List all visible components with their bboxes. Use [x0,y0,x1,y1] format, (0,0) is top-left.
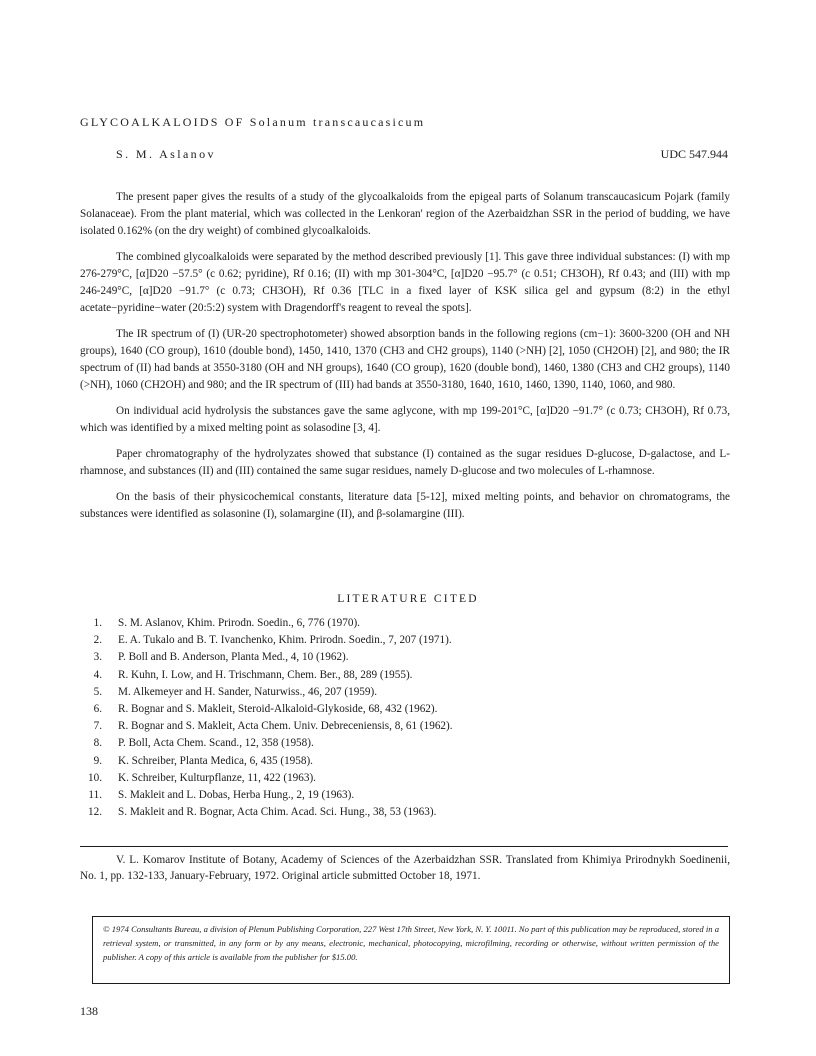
footer-divider [80,846,728,847]
reference-text: S. M. Aslanov, Khim. Prirodn. Soedin., 6, 776 (1970). [118,617,360,629]
author-name: S. M. Aslanov [116,147,216,161]
copyright-notice: © 1974 Consultants Bureau, a division of Plenum Publishing Corporation, 227 West 17th Street, New York, N. Y. 10011. No part of this publication may be reproduced, stored in a retrieval system, or transmitted, in any form or by any means, electronic, mechanical, photocopying, microfilming, recording or otherwise, without written permission of the publisher. A copy of this article is available from the publisher for $15.00. [92,916,730,984]
reference-text: R. Bognar and S. Makleit, Acta Chem. Univ. Debreceniensis, 8, 61 (1962). [118,720,453,733]
reference-number: 9. [93,754,102,767]
reference-number: 11. [88,789,102,802]
reference-number: 10. [88,771,102,784]
reference-text: R. Bognar and S. Makleit, Steroid-Alkaloid-Glykoside, 68, 432 (1962). [118,703,438,716]
article-title: GLYCOALKALOIDS OF Solanum transcaucasicum [80,115,426,129]
literature-heading: LITERATURE CITED [337,593,479,605]
reference-item [84,718,724,735]
reference-number: 7. [93,720,102,733]
reference-text: S. Makleit and R. Bognar, Acta Chim. Acad. Sci. Hung., 38, 53 (1963). [118,806,437,819]
reference-item [84,770,724,787]
paragraph-conclusion: On the basis of their physicochemical constants, literature data [5-12], mixed melting points, and behavior on chromatograms, the substances were identified as solasonine (I), solamargine (II), and β-solamargine (III). [80,491,730,520]
article-body [80,189,730,532]
reference-item [84,615,724,632]
reference-text: P. Boll, Acta Chem. Scand., 12, 358 (1958). [118,737,314,750]
reference-item [84,735,724,752]
reference-list [84,615,724,821]
reference-number: 3. [93,651,102,664]
reference-text: P. Boll and B. Anderson, Planta Med., 4, 10 (1962). [118,651,349,664]
reference-number: 2. [93,634,102,647]
reference-text: R. Kuhn, I. Low, and H. Trischmann, Chem. Ber., 88, 289 (1955). [118,668,413,681]
paragraph-ir-spectra: The IR spectrum of (I) (UR-20 spectrophotometer) showed absorption bands in the following regions (cm−1): 3600-3200 (OH and NH groups), 1640 (CO group), 1610 (double bond), 1450, 1410, 1370 (CH3 and CH2 groups), 1140 (>NH) [2], 1050 (CH2OH) [2], and 980; the IR spectrum of (II) had bands at 3550-3180 (OH and NH groups), 1640 (CO group), 1620 (double bond), 1460, 1380 (CH3 and CH2 groups), 1140 (>NH), 1060 (CH2OH) and 980; and the IR spectrum of (III) had bands at 3550-3180, 1640, 1610, 1460, 1390, 1140, 1060, and 980. [80,328,730,391]
paragraph-separation: The combined glycoalkaloids were separated by the method described previously [1]. This gave three individual substances: (I) with mp 276-279°C, [α]D20 −57.5° (c 0.62; pyridine), Rf 0.16; (II) with mp 301-304°C, [α]D20 −95.7° (c 0.51; CH3OH), Rf 0.43; and (III) with mp 246-249°C, [α]D20 −91.7° (c 0.73; CH3OH), Rf 0.36 [TLC in a fixed layer of KSK silica gel and gypsum (8:2) in the ethyl acetate−pyridine−water (20:5:2) system with Dragendorff's reagent to reveal the spots]. [80,251,730,314]
reference-text: E. A. Tukalo and B. T. Ivanchenko, Khim. Prirodn. Soedin., 7, 207 (1971). [118,634,452,647]
reference-text: S. Makleit and L. Dobas, Herba Hung., 2, 19 (1963). [118,789,355,802]
reference-number: 1. [93,617,102,629]
reference-item [84,787,724,804]
paragraph-intro: The present paper gives the results of a study of the glycoalkaloids from the epigeal parts of Solanum transcaucasicum Pojark (family Solanaceae). From the plant material, which was collected in the Lenkoran' region of the Azerbaidzhan SSR in the period of budding, we have isolated 0.162% (on the dry weight) of combined glycoalkaloids. [80,191,730,237]
reference-item [84,753,724,770]
reference-number: 12. [88,806,102,819]
page-number: 138 [80,1004,98,1018]
reference-item [84,632,724,649]
reference-number: 4. [93,668,102,681]
reference-item [84,701,724,718]
reference-item [84,649,724,666]
reference-text: K. Schreiber, Planta Medica, 6, 435 (1958). [118,754,313,767]
reference-item [84,667,724,684]
reference-text: K. Schreiber, Kulturpflanze, 11, 422 (1963). [118,771,316,784]
reference-item [84,684,724,701]
reference-item [84,804,724,821]
reference-text: M. Alkemeyer and H. Sander, Naturwiss., 46, 207 (1959). [118,685,377,698]
reference-number: 8. [93,737,102,750]
udc-code: UDC 547.944 [660,147,728,161]
institution-note: V. L. Komarov Institute of Botany, Academy of Sciences of the Azerbaidzhan SSR. Translated from Khimiya Prirodnykh Soedinenii, No. 1, pp. 132-133, January-February, 1972. Original article submitted October 18, 1971. [80,854,730,882]
paragraph-chromatography: Paper chromatography of the hydrolyzates showed that substance (I) contained as the sugar residues D-glucose, D-galactose, and L-rhamnose, and substances (II) and (III) contained the same sugar residues, namely D-glucose and two molecules of L-rhamnose. [80,448,730,477]
reference-number: 6. [93,703,102,716]
paragraph-hydrolysis: On individual acid hydrolysis the substances gave the same aglycone, with mp 199-201°C, [α]D20 −91.7° (c 0.73; CH3OH), Rf 0.73, which was identified by a mixed melting point as solasodine [3, 4]. [80,405,730,434]
reference-number: 5. [93,685,102,698]
